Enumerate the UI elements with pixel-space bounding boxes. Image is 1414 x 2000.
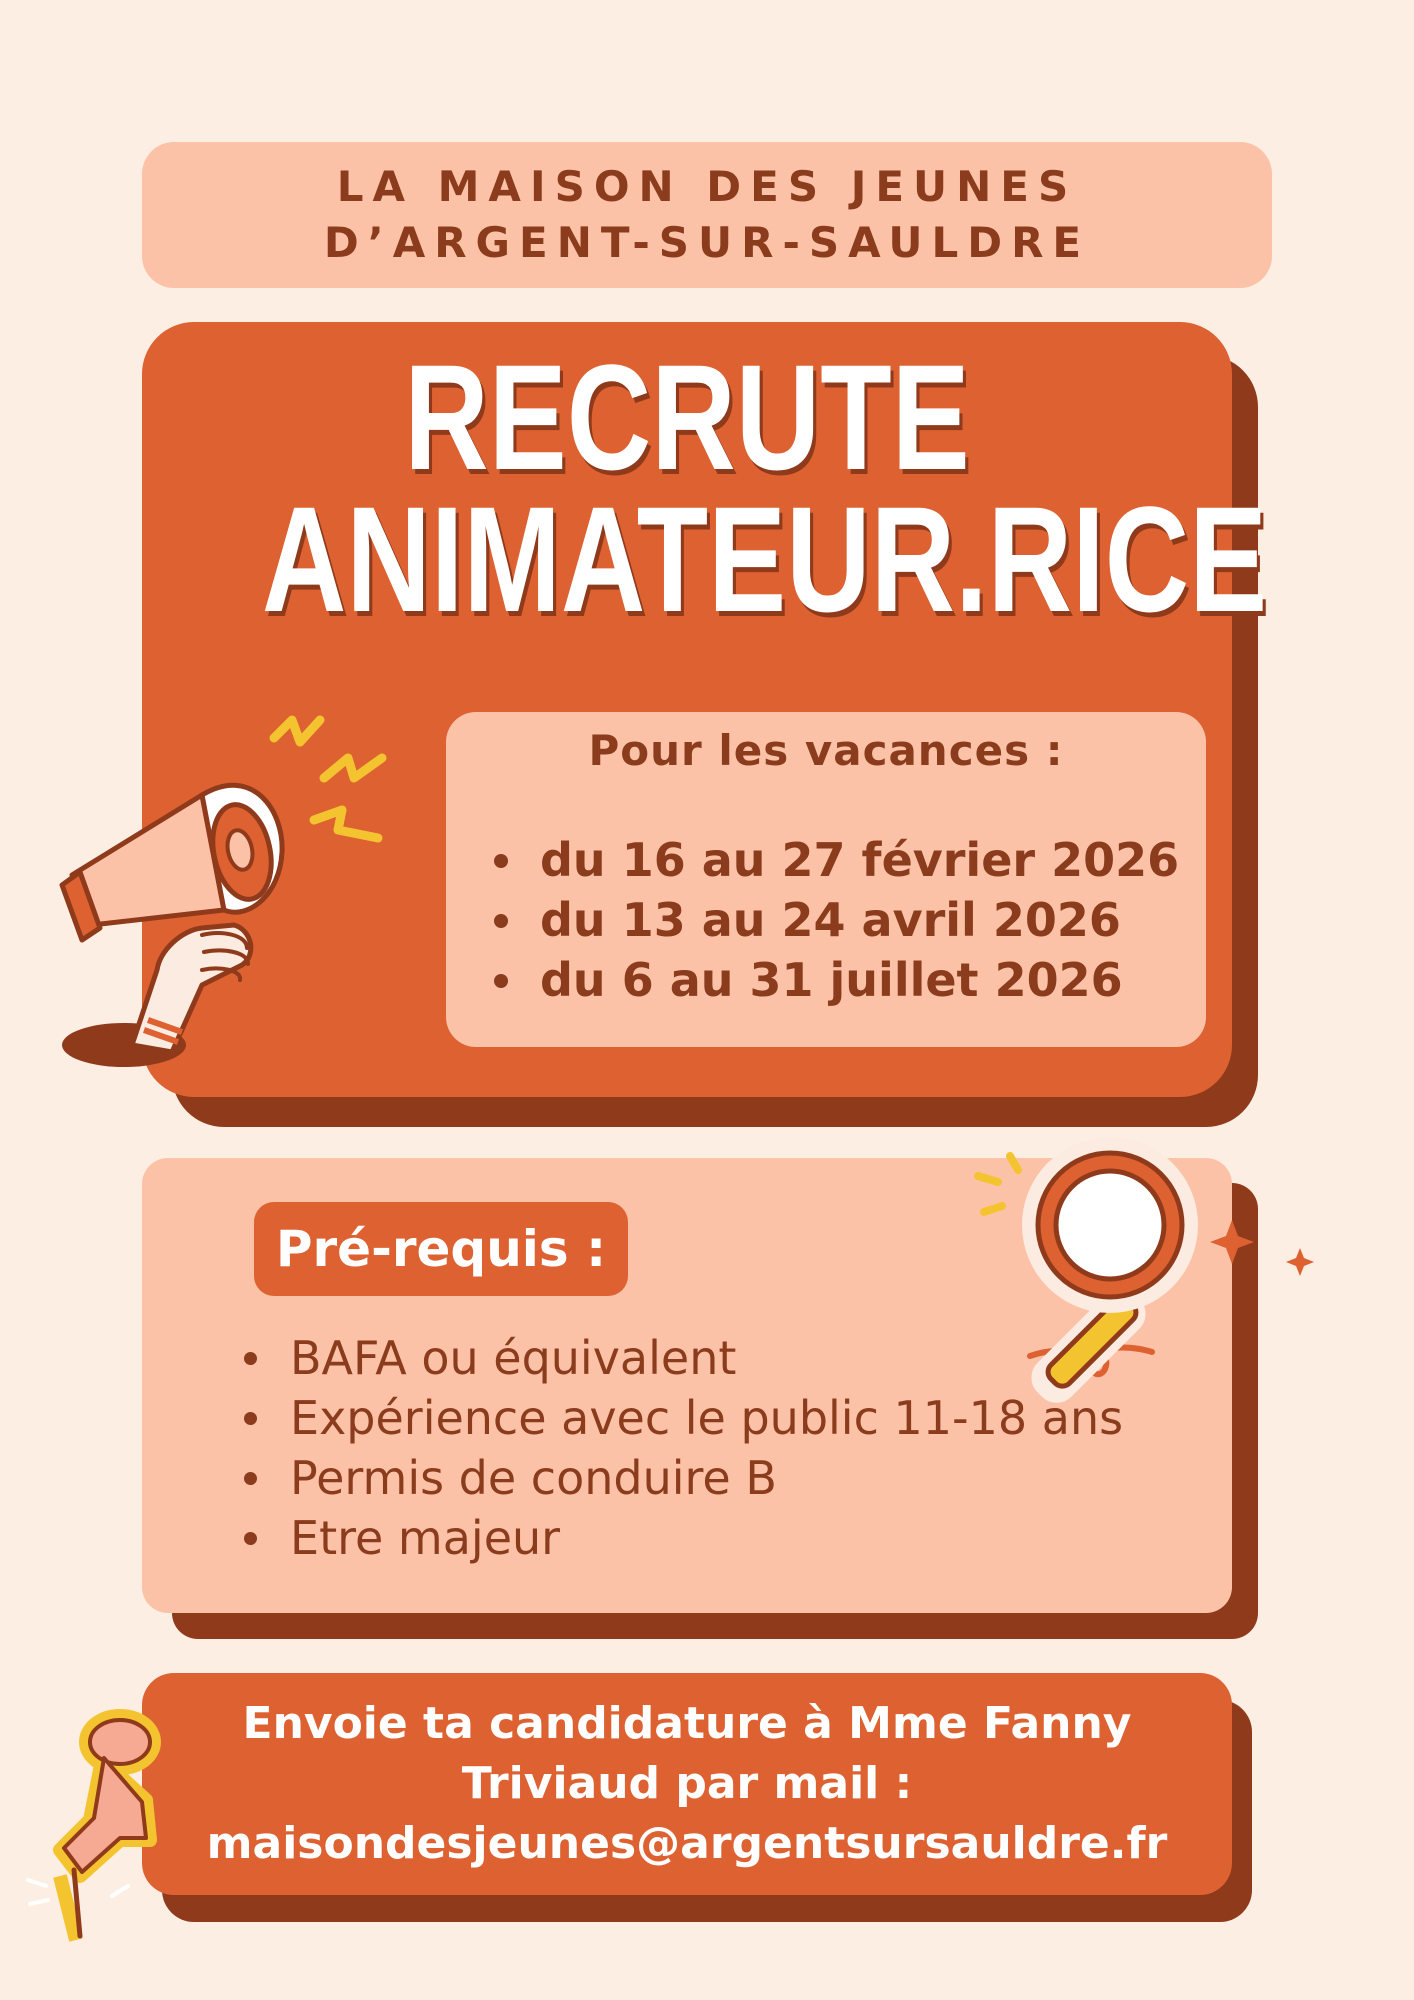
list-item: Permis de conduire B	[236, 1448, 1123, 1508]
contact-email: maisondesjeunes@argentsursauldre.fr	[206, 1818, 1168, 1869]
vacances-list	[494, 830, 1179, 1010]
list-item: du 16 au 27 février 2026	[494, 830, 1179, 890]
sparkle-icon	[1210, 1220, 1254, 1264]
list-item: Etre majeur	[236, 1508, 1123, 1568]
contact-line-2: Triviaud par mail :	[461, 1758, 913, 1809]
organization-name-line-1: LA MAISON DES JEUNES	[336, 162, 1078, 211]
magnifier-icon	[960, 1120, 1320, 1420]
contact-card	[142, 1673, 1232, 1895]
vacances-box	[446, 712, 1206, 1047]
headline-recrute: RECRUTE	[404, 333, 970, 501]
prerequis-title: Pré-requis :	[254, 1202, 628, 1296]
contact-line-1: Envoie ta candidature à Mme Fanny	[242, 1698, 1132, 1749]
organization-name-line-2: D’ARGENT-SUR-SAULDRE	[323, 218, 1091, 267]
vacances-title: Pour les vacances :	[588, 726, 1064, 775]
list-item: du 13 au 24 avril 2026	[494, 890, 1179, 950]
list-item: BAFA ou équivalent	[236, 1328, 1123, 1388]
pushpin-icon	[20, 1690, 180, 1950]
organization-header	[142, 142, 1272, 288]
megaphone-icon	[52, 690, 432, 1090]
list-item: Expérience avec le public 11-18 ans	[236, 1388, 1123, 1448]
lightning-icon	[274, 720, 382, 838]
list-item: du 6 au 31 juillet 2026	[494, 950, 1179, 1010]
headline-animateur: ANIMATEUR.RICE	[261, 475, 1268, 643]
